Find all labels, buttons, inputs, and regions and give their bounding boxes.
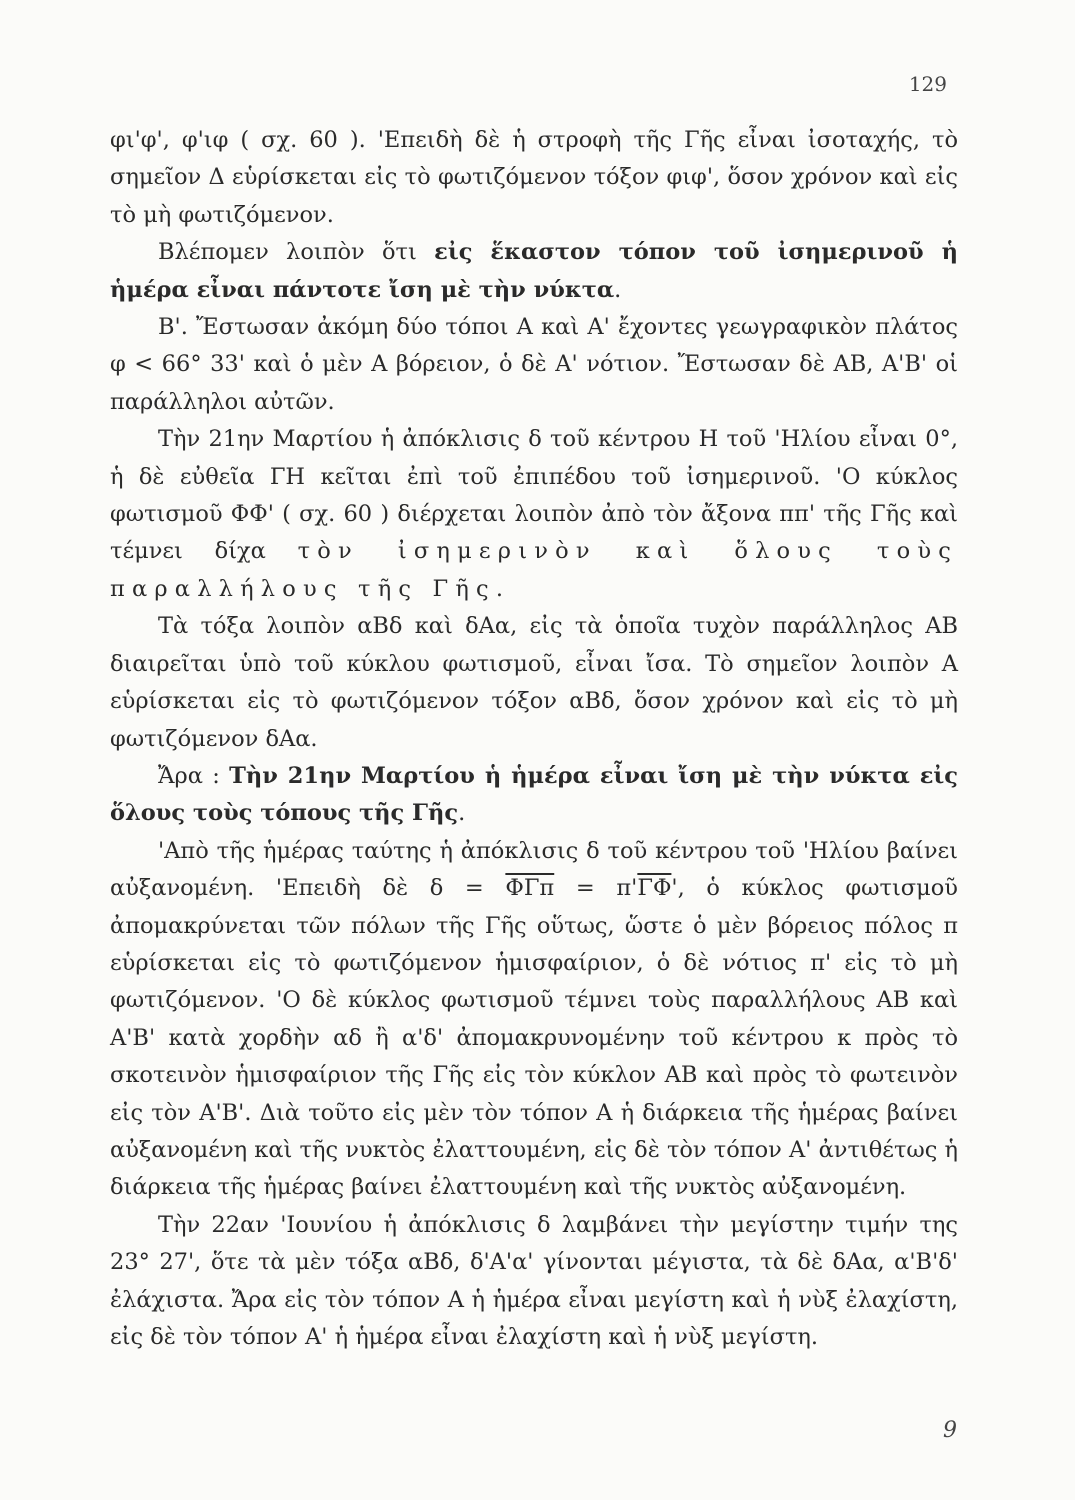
text-run: = π' — [554, 875, 638, 902]
text-run: ', ὁ κύκλος φωτισμοῦ ἀπομακρύνεται τῶν πόλων τῆς Γῆς οὕτως, ὥστε ὁ μὲν βόρειος πόλος π εὑρίσκεται εἰς τὸ φωτιζόμενον ἡμισφαίριον, ὁ δὲ νότιος π' εἰς τὸ μὴ φωτιζόμενον. 'Ο δὲ κύκλος φωτισμοῦ τέμνει τοὺς παραλλήλους ΑΒ καὶ Α'Β' κατὰ χορδὴν αδ ἢ α'δ' ἀπομακρυνομένην τοῦ κέντρου κ πρὸς τὸ σκοτεινὸν ἡμισφαίριον τῆς Γῆς εἰς τὸν κύκλον ΑΒ καὶ πρὸς τὸ φωτεινὸν εἰς τὸν Α'Β'. Διὰ τοῦτο εἰς μὲν τὸν τόπον Α ἡ διάρκεια τῆς ἡμέρας βαίνει αὐξανομένη καὶ τῆς νυκτὸς ἐλαττουμένη, εἰς δὲ τὸν τόπον Α' ἀντιθέτως ἡ διάρκεια τῆς ἡμέρας βαίνει ἐλαττουμένη καὶ τῆς νυκτὸς αὐξανομένη. — [110, 875, 958, 1201]
arc-symbol: $\overline{\Gamma\Phi}$ — [637, 875, 672, 902]
text-run: Τὴν 21ην Μαρτίου ἡ ἀπόκλισις δ τοῦ κέντρου Η τοῦ 'Ηλίου εἶναι 0°, ἡ δὲ εὐθεῖα ΓΗ κεῖται ἐπὶ τοῦ ἐπιπέδου τοῦ ἰσημερινοῦ. 'Ο κύκλος φωτισμοῦ ΦΦ' ( σχ. 60 ) διέρχεται λοιπὸν ἀπὸ τὸν ἄξονα ππ' τῆς Γῆς καὶ τέμνει δίχα — [110, 426, 958, 565]
paragraph — [110, 758, 958, 833]
bold-statement: εἰς ἕκαστον τόπον τοῦ ἰσημερινοῦ ἡ ἡμέρα εἶναι πάντοτε ἴση μὲ τὴν νύκτα — [110, 239, 958, 303]
text-run: . — [614, 276, 622, 303]
paragraph — [110, 1207, 958, 1357]
text-run: Τὰ τόξα λοιπὸν αΒδ καὶ δΑα, εἰς τὰ ὁποῖα τυχὸν παράλληλος ΑΒ διαιρεῖται ὑπὸ τοῦ κύκλου φωτισμοῦ, εἶναι ἴσα. Τὸ σημεῖον λοιπὸν Α εὑρίσκεται εἰς τὸ φωτιζόμενον τόξον αΒδ, ὅσον χρόνον καὶ εἰς τὸ μὴ φωτιζόμενον δΑα. — [110, 613, 958, 752]
text-run: Βλέπομεν λοιπὸν ὅτι — [158, 239, 435, 266]
spaced-emphasis: τὸν ἰσημερινὸν καὶ ὅλους τοὺς παραλλήλους τῆς Γῆς — [110, 538, 958, 602]
text-run: . — [458, 800, 466, 827]
paragraph — [110, 421, 958, 608]
paragraph — [110, 608, 958, 758]
bold-statement: Τὴν 21ην Μαρτίου ἡ ἡμέρα εἶναι ἴση μὲ τὴν νύκτα εἰς ὅλους τοὺς τόπους τῆς Γῆς — [110, 762, 958, 827]
text-run: Ἄρα : — [158, 762, 230, 789]
page-body — [110, 122, 958, 1356]
paragraph — [110, 234, 958, 309]
paragraph — [110, 122, 958, 234]
paragraph — [110, 833, 958, 1207]
text-run: 'Απὸ τῆς ἡμέρας ταύτης ἡ ἀπόκλισις δ τοῦ κέντρου τοῦ 'Ηλίου βαίνει αὐξανομένη. 'Επειδὴ δὲ δ = — [110, 837, 958, 902]
text-run: . — [495, 575, 503, 602]
text-run: Τὴν 22αν 'Ιουνίου ἡ ἀπόκλισις δ λαμβάνει τὴν μεγίστην τιμήν της 23° 27', ὅτε τὰ μὲν τόξα αΒδ, δ'Α'α' γίνονται μέγιστα, τὰ δὲ δΑα, α'Β'δ' ἐλάχιστα. Ἄρα εἰς τὸν τόπον Α ἡ ἡμέρα εἶναι μεγίστη καὶ ἡ νὺξ ἐλαχίστη, εἰς δὲ τὸν τόπον Α' ἡ ἡμέρα εἶναι ἐλαχίστη καὶ ἡ νὺξ μεγίστη. — [110, 1211, 958, 1350]
page-number: 129 — [908, 72, 947, 96]
arc-symbol: $\overline{\Phi\Gamma\pi}$ — [505, 875, 555, 902]
signature-mark: 9 — [943, 1418, 957, 1443]
text-run: φι'φ', φ'ιφ ( σχ. 60 ). 'Επειδὴ δὲ ἡ στροφὴ τῆς Γῆς εἶναι ἰσοταχής, τὸ σημεῖον Δ εὑρίσκεται εἰς τὸ φωτιζόμενον τόξον φιφ', ὅσον χρόνον καὶ εἰς τὸ μὴ φωτιζόμενον. — [110, 127, 958, 228]
paragraph — [110, 309, 958, 421]
text-run: Β'. Ἔστωσαν ἀκόμη δύο τόποι Α καὶ Α' ἔχοντες γεωγραφικὸν πλάτος φ < 66° 33' καὶ ὁ μὲν Α βόρειον, ὁ δὲ Α' νότιον. Ἔστωσαν δὲ ΑΒ, Α'Β' οἱ παράλληλοι αὐτῶν. — [110, 314, 958, 415]
